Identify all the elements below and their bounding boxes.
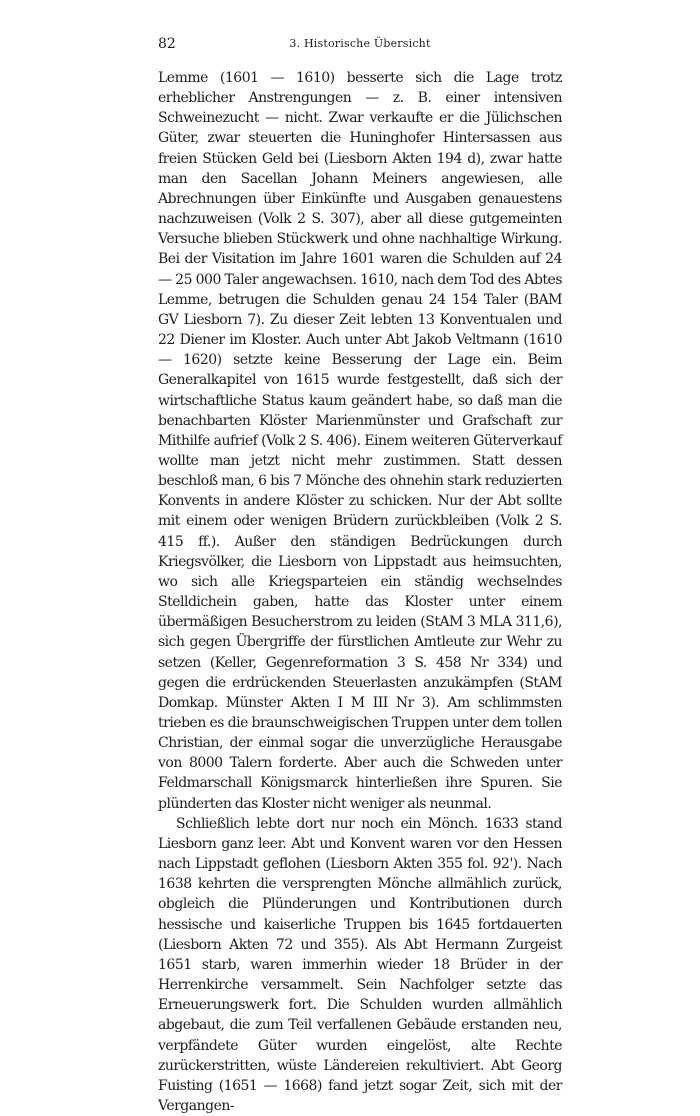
paragraph: Schließlich lebte dort nur noch ein Mönch. 1633 stand Liesborn ganz leer. Abt und Konvent waren vor den Hessen nach Lippstadt geflohen (Liesborn Akten 355 fol. 92'). Nach 1638 kehrten die versprengten Mönche allmählich zurück, obgleich die Plünderungen und Kontributionen durch hessische und kaiserliche Truppen bis 1645 fortdauerten (Liesborn Akten 72 und 355). Als Abt Hermann Zurgeist 1651 starb, waren immerhin wieder 18 Brüder in der Herrenkirche versammelt. Sein Nachfolger setzte das Erneuerungswerk fort. Die Schulden wurden allmählich abgebaut, die zum Teil verfallenen Gebäude erstanden neu, verpfändete Güter wurden eingelöst, alte Rechte zurückerstritten, wüste Ländereien rekultiviert. Abt Georg Fuisting (1651 — 1668) fand jetzt sogar Zeit, sich mit der Vergangen- (158, 815, 562, 1114)
page-header (158, 36, 562, 58)
running-head: 3. Historische Übersicht (289, 37, 431, 50)
body-text (158, 68, 562, 1116)
paragraph: Lemme (1601 — 1610) besserte sich die Lage trotz erheblicher Anstrengungen — z. B. einer intensiven Schweinezucht — nicht. Zwar verkaufte er die Jülichschen Güter, zwar steuerten die Huninghofer Hintersassen aus freien Stücken Geld bei (Liesborn Akten 194 d), zwar hatte man den Sacellan Johann Meiners angewiesen, alle Abrechnungen über Einkünfte und Ausgaben genauestens nachzuweisen (Volk 2 S. 307), aber all diese gutgemeinten Versuche blieben Stückwerk und ohne nachhaltige Wirkung. Bei der Visitation im Jahre 1601 waren die Schulden auf 24 — 25 000 Taler angewachsen. 1610, nach dem Tod des Abtes Lemme, betrugen die Schulden genau 24 154 Taler (BAM GV Liesborn 7). Zu dieser Zeit lebten 13 Konventualen und 22 Diener im Kloster. Auch unter Abt Jakob Veltmann (1610 — 1620) setzte keine Besserung der Lage ein. Beim Generalkapitel von 1615 wurde festgestellt, daß sich der wirtschaftliche Status kaum geändert habe, so daß man die benachbarten Klöster Marienmünster und Grafschaft zur Mithilfe aufrief (Volk 2 S. 406). Einem weiteren Güterverkauf wollte man jetzt nicht mehr zustimmen. Statt dessen beschloß man, 6 bis 7 Mönche des ohnehin stark reduzierten Konvents in andere Klöster zu schicken. Nur der Abt sollte mit einem oder wenigen Brüdern zurückbleiben (Volk 2 S. 415 ff.). Außer den ständigen Bedrückungen durch Kriegsvölker, die Liesborn von Lippstadt aus heimsuchten, wo sich alle Kriegsparteien ein ständig wechselndes Stelldichein gaben, hatte das Kloster unter einem übermäßigen Besucherstrom zu leiden (StAM 3 MLA 311,6), sich gegen Übergriffe der fürstlichen Amtleute zur Wehr zu setzen (Keller, Gegenreformation 3 S. 458 Nr 334) und gegen die erdrückenden Steuerlasten anzukämpfen (StAM Domkap. Münster Akten I M III Nr 3). Am schlimmsten trieben es die braunschweigischen Truppen unter dem tollen Christian, der einmal sogar die unverzügliche Herausgabe von 8000 Talern forderte. Aber auch die Schweden unter Feldmarschall Königsmarck hinterließen ihre Spuren. Sie plünderten das Kloster nicht weniger als neunmal. (158, 70, 562, 812)
book-page (158, 36, 562, 1116)
page-number: 82 (158, 36, 176, 52)
